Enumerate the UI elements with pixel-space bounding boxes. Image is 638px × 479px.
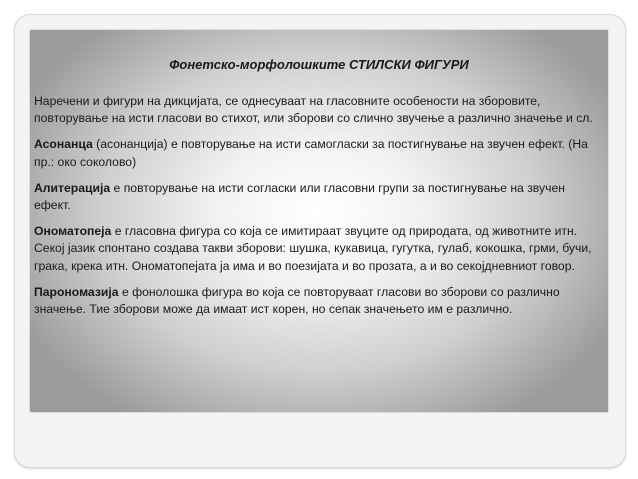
paragraph-text: е гласовна фигура со која се имитираат звуците од природата, од животните итн. Секој јазик спонтано создава такви зборови: шушка, кукавица, гугутка, гулаб, кокошка, грми, бучи, грака, крека итн. Ономатопејата ја има и во поезијата и во прозата, а и во секојдневниот говор. xyxy=(34,224,592,273)
term-asonanca: Асонанца xyxy=(34,137,93,152)
slide-title: Фонетско-морфолошките СТИЛСКИ ФИГУРИ xyxy=(169,57,469,72)
paragraph-onomatopeja xyxy=(34,223,600,275)
term-paronomazija: Парономазија xyxy=(34,284,119,299)
term-onomatopeja: Ономатопеја xyxy=(34,224,112,239)
paragraph-text: е повторување на исти согласки или гласовни групи за постигнување на звучен ефект. xyxy=(34,180,565,213)
paragraph-text: (асонанција) е повторување на исти самогласки за постигнување на звучен ефект. (На пр.: око соколово) xyxy=(34,137,588,169)
paragraph-text: е фонолошка фигура во која се повторуваат гласови во зборови со различно значење. Тие зборови може да имаат ист корен, но сепак значењето им е различно. xyxy=(34,284,560,317)
content-panel xyxy=(30,30,608,412)
paragraph-paronomazija xyxy=(34,284,600,318)
paragraph-asonanca xyxy=(34,136,600,170)
term-aliteracija: Алитерација xyxy=(34,180,111,195)
paragraph-intro xyxy=(34,93,600,127)
paragraph-text: Наречени и фигури на дикцијата, се однесуваат на гласовните особености на зборовите, повторување на исти гласови во стихот, или зборови со слично звучење а различно значење и сл. xyxy=(34,94,593,126)
paragraph-aliteracija xyxy=(34,180,600,214)
slide-body xyxy=(34,93,600,327)
